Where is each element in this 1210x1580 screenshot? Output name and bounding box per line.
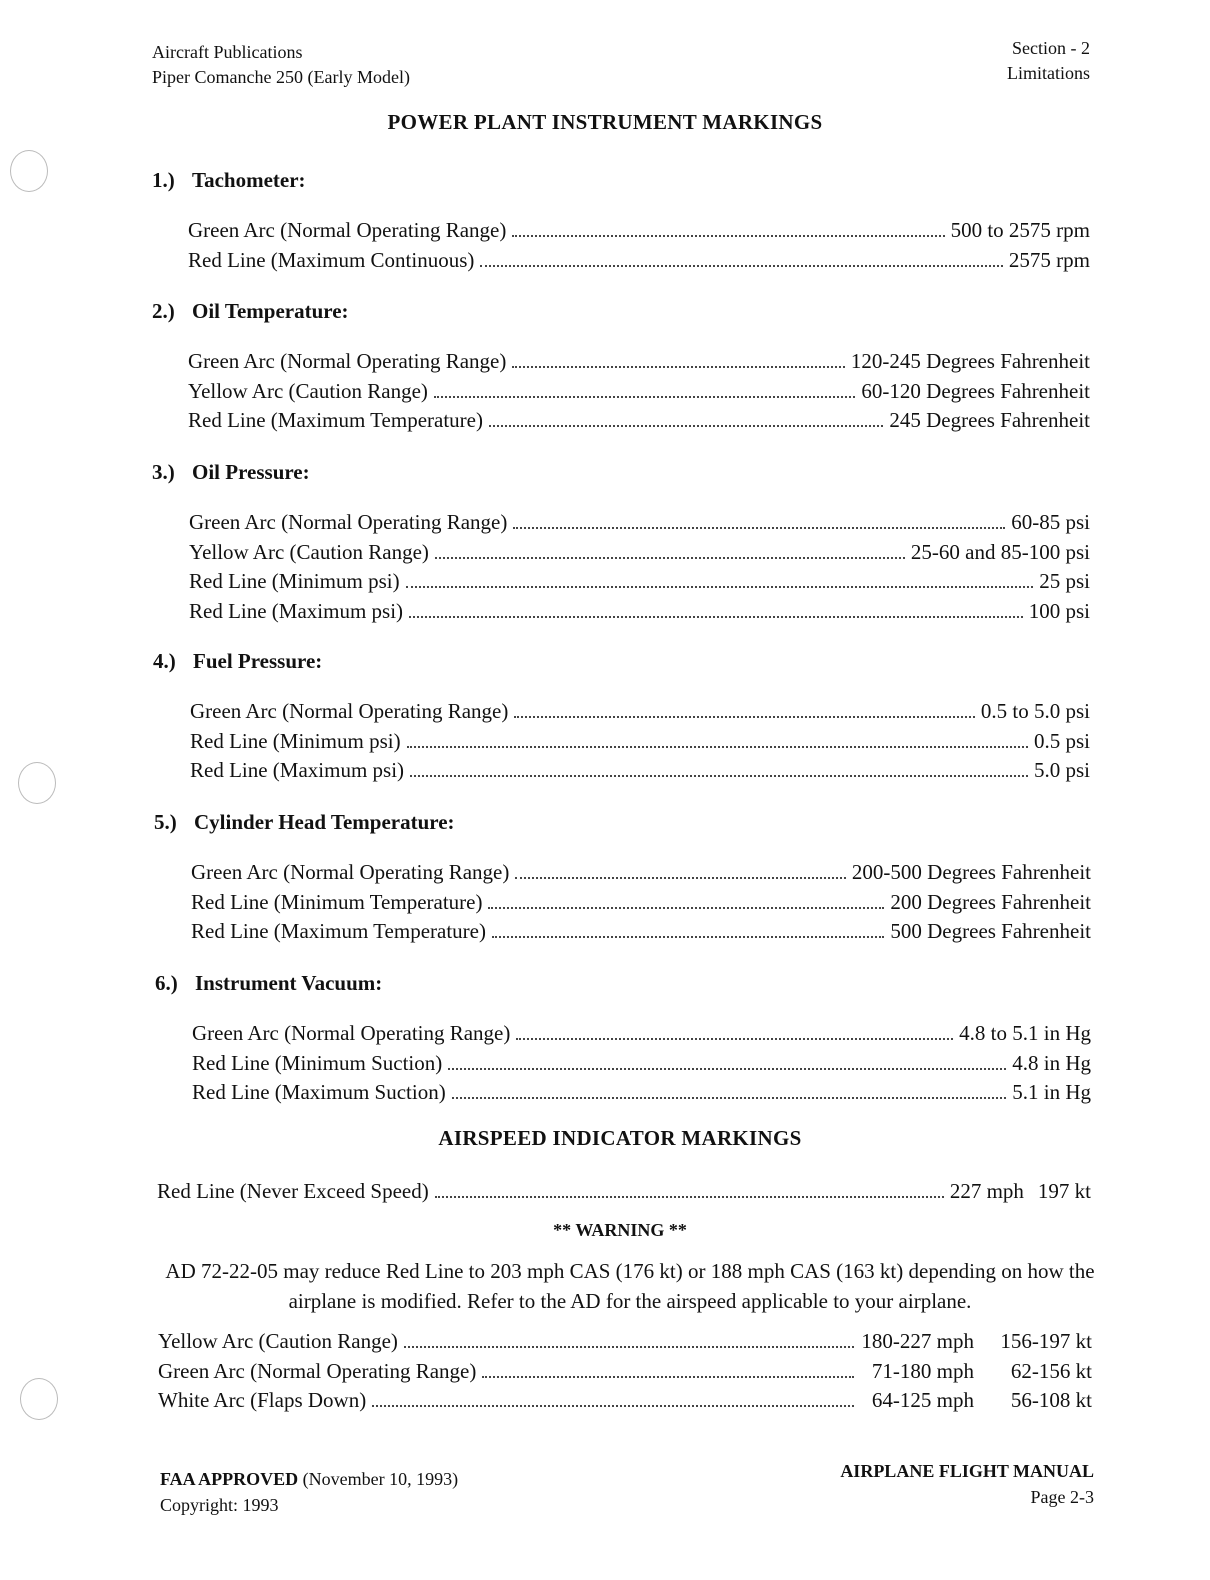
- footer-left: [160, 1466, 458, 1518]
- punch-hole-bottom: [20, 1378, 58, 1420]
- warning-heading: ** WARNING **: [553, 1220, 687, 1240]
- punch-hole-top: [10, 150, 48, 192]
- section-instrument-vacuum: [155, 970, 1091, 1107]
- page-header-left: [152, 40, 410, 90]
- marking-row: Green Arc (Normal Operating Range) 4.8 to 5.1 in Hg: [192, 1018, 1091, 1048]
- section-tachometer: [152, 167, 1090, 274]
- power-plant-title: POWER PLANT INSTRUMENT MARKINGS: [387, 110, 823, 134]
- approval-date: (November 10, 1993): [302, 1469, 459, 1489]
- section-fuel-pressure: [153, 648, 1090, 785]
- section-name: Limitations: [1007, 63, 1090, 83]
- airspeed-row: White Arc (Flaps Down) 64-125 mph 56-108 kt: [158, 1385, 1092, 1415]
- copyright: Copyright: 1993: [160, 1495, 279, 1515]
- marking-row: Green Arc (Normal Operating Range) 60-85 psi: [189, 507, 1090, 537]
- marking-row: Red Line (Maximum Continuous) 2575 rpm: [188, 245, 1090, 275]
- section-oil-pressure: [152, 459, 1090, 625]
- punch-hole-middle: [18, 762, 56, 804]
- section-heading: 2.) Oil Temperature:: [152, 299, 349, 323]
- page-header-right: [1007, 36, 1090, 86]
- section-heading: 3.) Oil Pressure:: [152, 460, 310, 484]
- section-cylinder-head-temperature: [154, 809, 1091, 946]
- marking-row: Red Line (Maximum Temperature) 500 Degrees Fahrenheit: [191, 916, 1091, 946]
- marking-row: Red Line (Maximum psi) 5.0 psi: [190, 755, 1090, 785]
- marking-row: Green Arc (Normal Operating Range) 200-500 Degrees Fahrenheit: [191, 857, 1091, 887]
- marking-row: Green Arc (Normal Operating Range) 120-245 Degrees Fahrenheit: [188, 346, 1090, 376]
- marking-row: Red Line (Minimum psi) 0.5 psi: [190, 726, 1090, 756]
- section-number: Section - 2: [1012, 38, 1090, 58]
- faa-approved-label: FAA APPROVED: [160, 1469, 299, 1489]
- marking-row: Yellow Arc (Caution Range) 25-60 and 85-100 psi: [189, 537, 1090, 567]
- never-exceed-row: Red Line (Never Exceed Speed) 227 mph 197 kt: [157, 1176, 1091, 1206]
- airspeed-row: Green Arc (Normal Operating Range) 71-180 mph 62-156 kt: [158, 1356, 1092, 1386]
- marking-row: Red Line (Maximum Temperature) 245 Degrees Fahrenheit: [188, 405, 1090, 435]
- warning-text: AD 72-22-05 may reduce Red Line to 203 mph CAS (176 kt) or 188 mph CAS (163 kt) depending on how the airplane is modified. Refer to the AD for the airspeed applicable to your airplane.: [165, 1259, 1095, 1313]
- marking-row: Red Line (Minimum Suction) 4.8 in Hg: [192, 1048, 1091, 1078]
- marking-row: Red Line (Maximum Suction) 5.1 in Hg: [192, 1077, 1091, 1107]
- marking-row: Red Line (Maximum psi) 100 psi: [189, 596, 1090, 626]
- footer-right: [840, 1458, 1094, 1510]
- aircraft-model: Piper Comanche 250 (Early Model): [152, 67, 410, 87]
- section-heading: 6.) Instrument Vacuum:: [155, 971, 383, 995]
- section-heading: 5.) Cylinder Head Temperature:: [154, 810, 455, 834]
- section-heading: 1.) Tachometer:: [152, 168, 306, 192]
- manual-title: AIRPLANE FLIGHT MANUAL: [840, 1461, 1094, 1481]
- airspeed-row: Yellow Arc (Caution Range) 180-227 mph 156-197 kt: [158, 1326, 1092, 1356]
- page-number: Page 2-3: [1030, 1487, 1094, 1507]
- section-oil-temperature: [152, 298, 1090, 435]
- publisher-name: Aircraft Publications: [152, 42, 303, 62]
- marking-row: Green Arc (Normal Operating Range) 500 to 2575 rpm: [188, 215, 1090, 245]
- marking-row: Red Line (Minimum psi) 25 psi: [189, 566, 1090, 596]
- airspeed-arcs: [158, 1326, 1092, 1415]
- never-exceed-row-wrap: [157, 1176, 1091, 1206]
- marking-row: Green Arc (Normal Operating Range) 0.5 to 5.0 psi: [190, 696, 1090, 726]
- section-heading: 4.) Fuel Pressure:: [153, 649, 323, 673]
- airspeed-title: AIRSPEED INDICATOR MARKINGS: [438, 1126, 802, 1150]
- marking-row: Yellow Arc (Caution Range) 60-120 Degrees Fahrenheit: [188, 376, 1090, 406]
- marking-row: Red Line (Minimum Temperature) 200 Degrees Fahrenheit: [191, 887, 1091, 917]
